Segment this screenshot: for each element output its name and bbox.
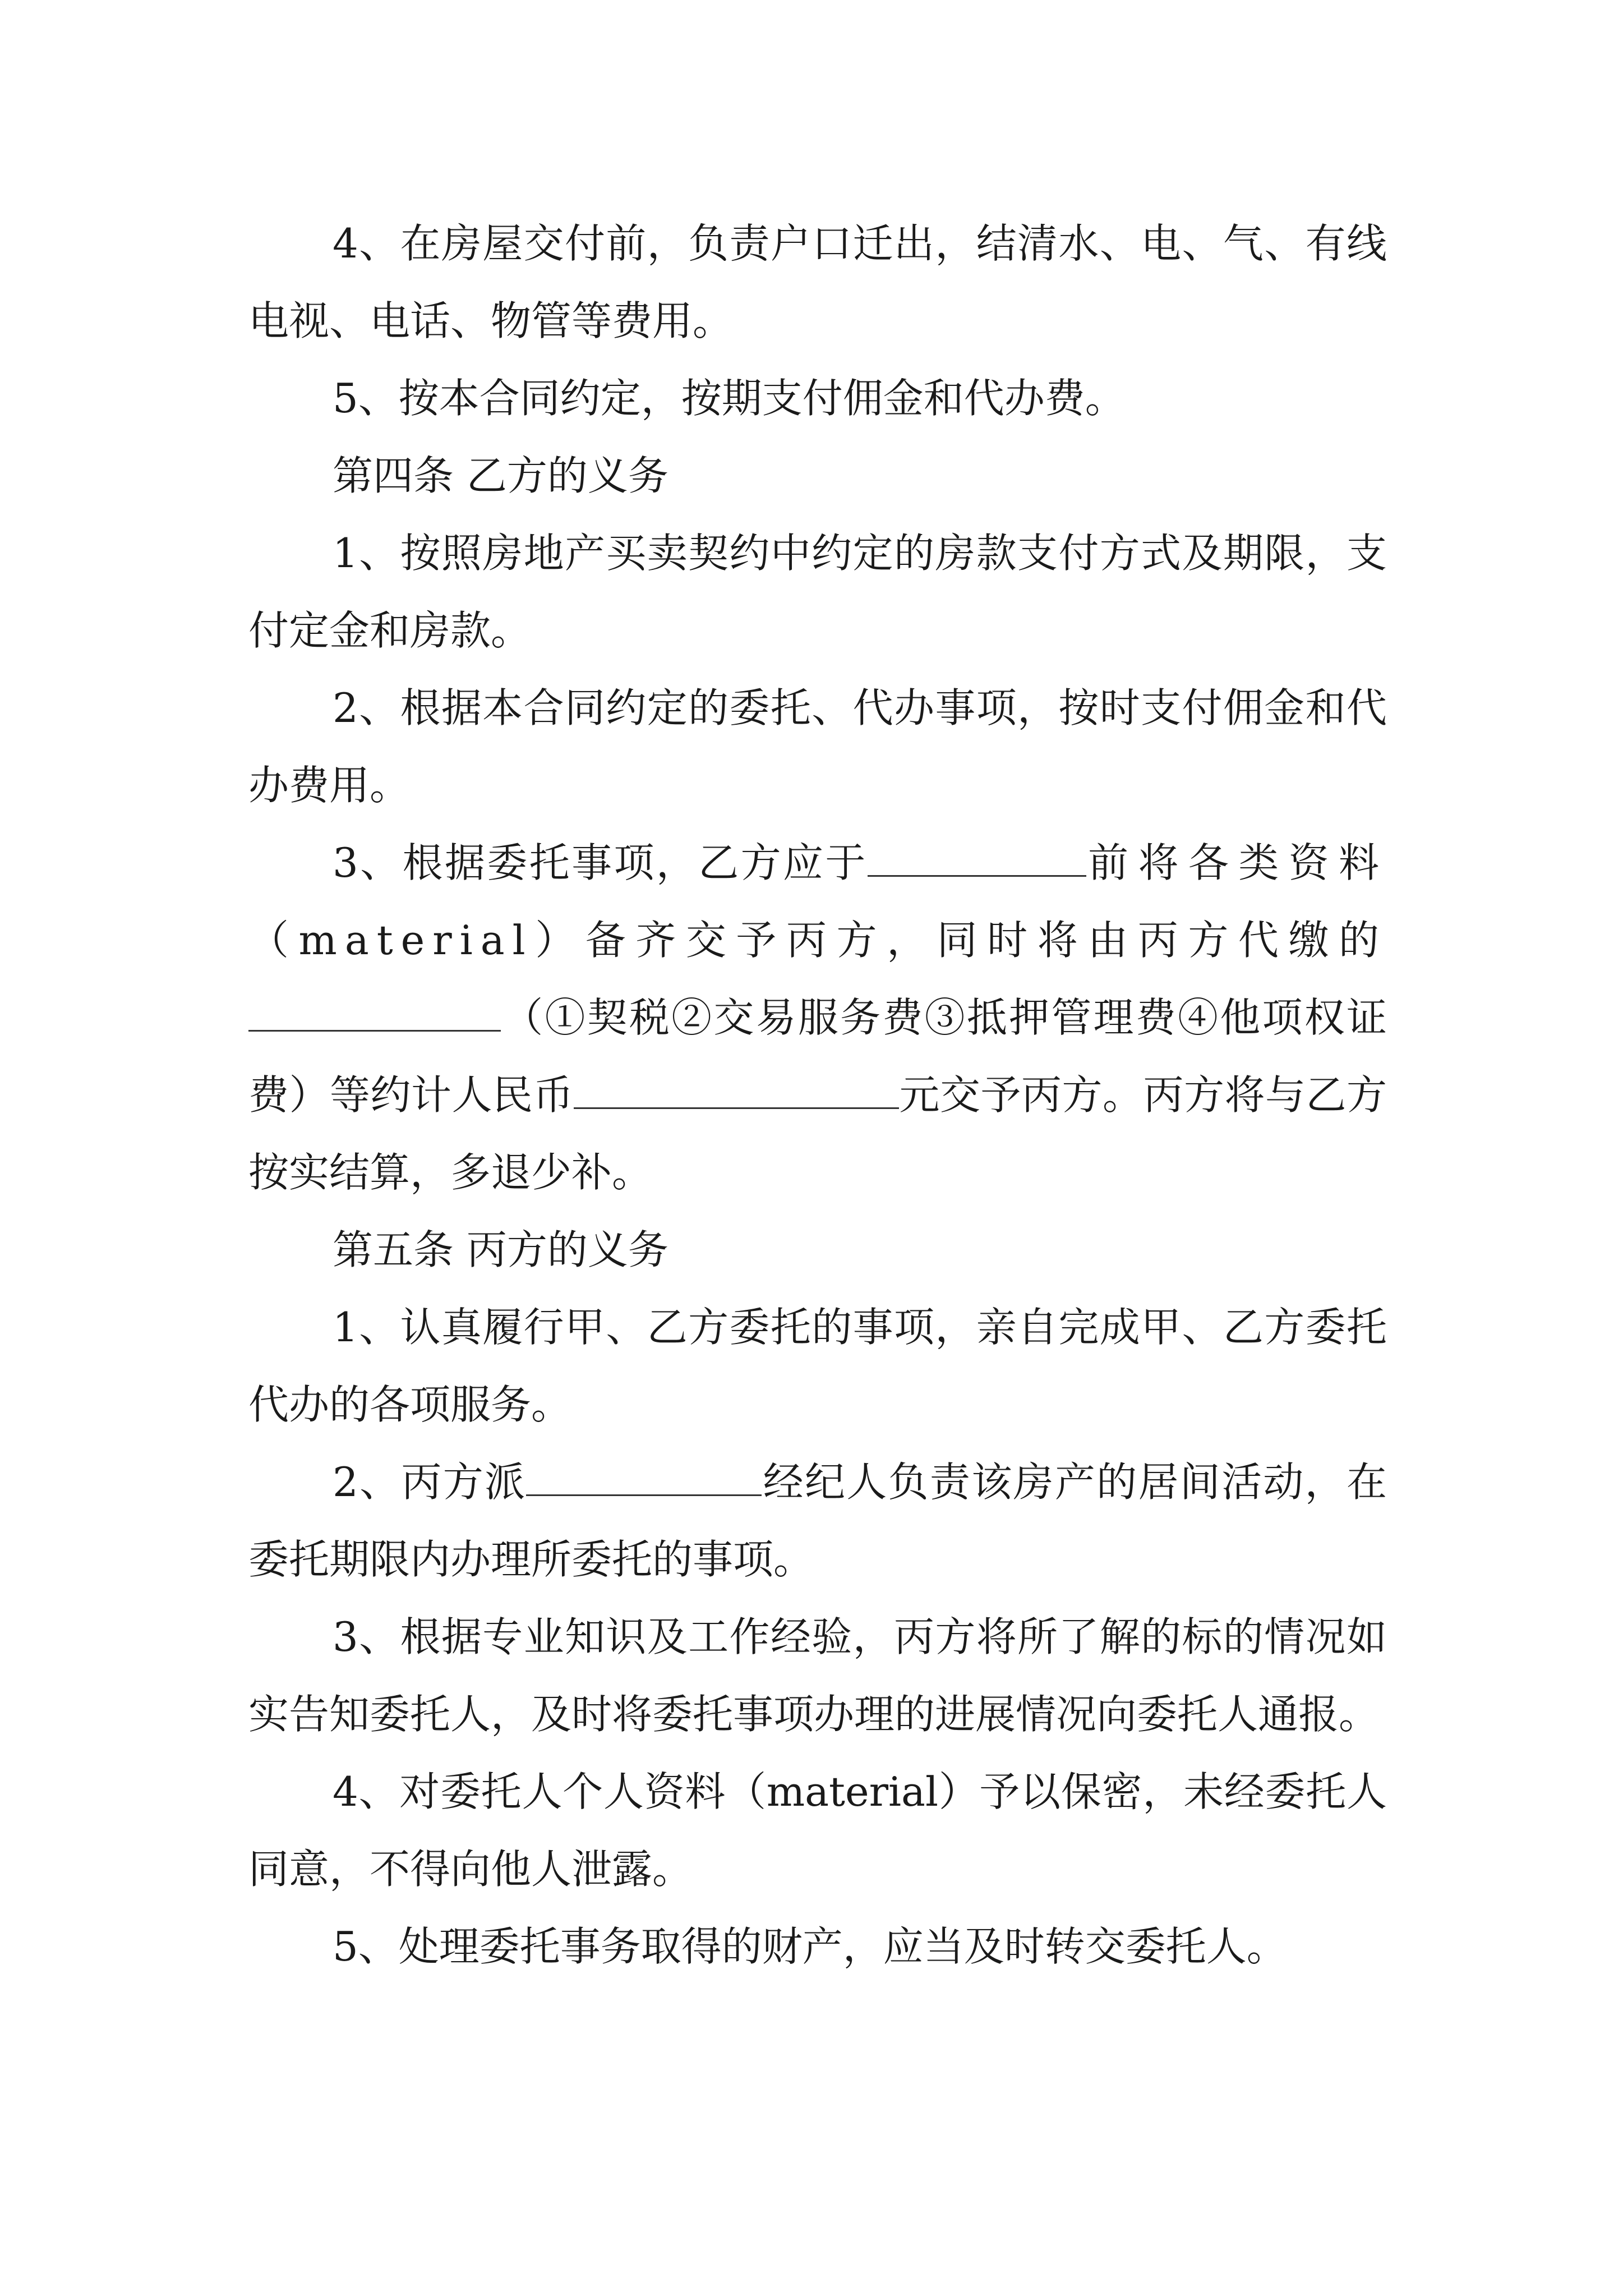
sec4-item3-part-a: 3、根据委托事项，乙方应于 [333,839,868,886]
document-body [248,205,1387,1985]
paragraph-sec5-item5: 5、处理委托事务取得的财产，应当及时转交委托人。 [333,1923,1287,1970]
paragraph-sec4-item2: 2、根据本合同约定的委托、代办事项，按时支付佣金和代办费用。 [248,684,1387,809]
paragraph-sec5-item2 [248,1443,1387,1598]
blank-agent-name-field[interactable] [526,1461,762,1496]
section-heading-4: 第四条 乙方的义务 [333,452,668,499]
blank-date-field[interactable] [868,841,1086,877]
blank-fee-items-field[interactable] [248,996,501,1032]
sec4-item3-part-b: 前将各类资料（material）备齐交予丙方，同时将由丙方代缴的 [248,839,1387,964]
sec5-item2-part-a: 2、丙方派 [333,1458,527,1506]
section-heading-5: 第五条 丙方的义务 [333,1226,668,1273]
paragraph-sec4-item1: 1、按照房地产买卖契约中约定的房款支付方式及期限，支付定金和房款。 [248,530,1387,654]
paragraph-sec5-item4: 4、对委托人个人资料（material）予以保密，未经委托人同意，不得向他人泄露。 [248,1768,1387,1893]
sec4-item3-part-c: （①契税②交易服务费③抵押管理费④他项权证费）等约计人民币 [248,994,1387,1119]
paragraph-sec3-item4: 4、在房屋交付前，负责户口迁出，结清水、电、气、有线电视、电话、物管等费用。 [248,220,1387,344]
paragraph-sec3-item5: 5、按本合同约定，按期支付佣金和代办费。 [333,375,1126,422]
sec4-item3-part-d: 元交予丙方。丙方将与乙方按实结算，多退少补。 [248,1071,1387,1196]
paragraph-sec5-item1: 1、认真履行甲、乙方委托的事项，亲自完成甲、乙方委托代办的各项服务。 [248,1304,1387,1428]
paragraph-sec5-item3: 3、根据专业知识及工作经验，丙方将所了解的标的情况如实告知委托人，及时将委托事项办理的进展情况向委托人通报。 [248,1613,1387,1738]
paragraph-sec4-item3 [248,824,1387,1211]
blank-amount-field[interactable] [574,1074,899,1109]
sec5-item2-part-b: 经纪人负责该房产的居间活动，在委托期限内办理所委托的事项。 [248,1458,1387,1583]
